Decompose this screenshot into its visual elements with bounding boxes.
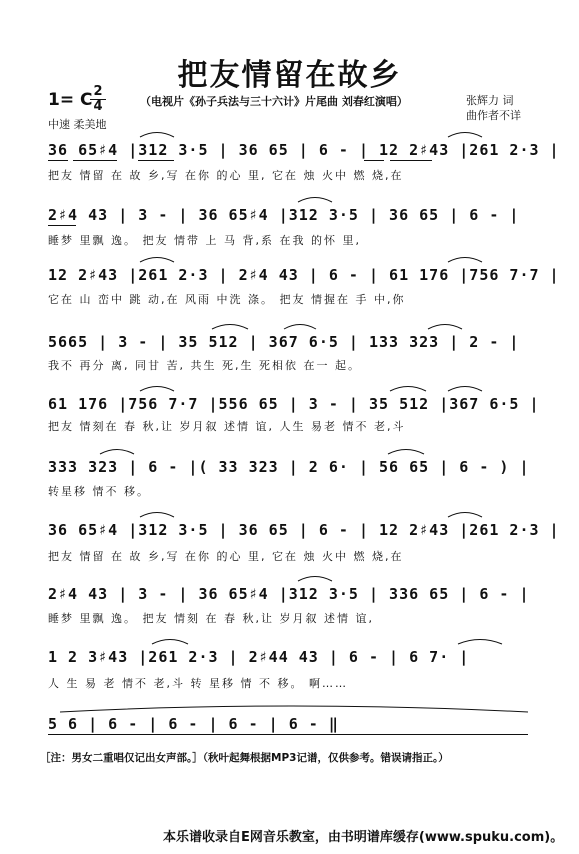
slur xyxy=(60,706,528,712)
slur xyxy=(140,258,174,263)
composer-credit: 曲作者不详 xyxy=(466,109,521,122)
slur xyxy=(140,387,174,392)
slur xyxy=(390,387,426,392)
notes-row: 61 176 |756 7·7 |556 65 | 3 - | 35 512 |367 6·5 | xyxy=(48,395,540,413)
lyrics-row: 把友 情刻在 春 秋,让 岁月叙 述情 谊, 人生 易老 情不 老,斗 xyxy=(48,420,406,433)
lyrics-row: 我不 再分 离, 同甘 苦, 共生 死,生 死相依 在一 起。 xyxy=(48,359,361,372)
slur xyxy=(284,325,316,330)
transcription-note: ［注：男女二重唱仅记出女声部。］（秋叶起舞根据MP3记谱，仅供参考。错误请指正。） xyxy=(40,752,449,764)
notes-row: 1 2 3♯43 |261 2·3 | 2♯44 43 | 6 - | 6 7· | xyxy=(48,648,470,666)
notes-row: 333 323 | 6 - |( 33 323 | 2 6· | 56 65 | 6 - ) | xyxy=(48,458,530,476)
slur xyxy=(388,450,424,455)
lyricist-credit: 张辉力 词 xyxy=(466,94,514,107)
lyrics-row: 把友 情留 在 故 乡,写 在你 的心 里, 它在 烛 火中 燃 烧,在 xyxy=(48,550,404,563)
lyrics-row: 睡梦 里飘 逸。 把友 情带 上 马 背,系 在我 的怀 里, xyxy=(48,234,361,247)
slur xyxy=(448,133,482,138)
slur xyxy=(448,258,482,263)
time-signature-bottom: 4 xyxy=(93,99,103,114)
slur xyxy=(140,513,174,518)
lyrics-row: 把友 情留 在 故 乡,写 在你 的心 里, 它在 烛 火中 燃 烧,在 xyxy=(48,169,404,182)
lyrics-row: 转星移 情不 移。 xyxy=(48,485,150,498)
slur xyxy=(458,640,502,645)
source-footer: 本乐谱收录自E网音乐教室，由书明谱库缓存(www.spuku.com)。 xyxy=(163,830,564,845)
notes-row: 2♯4 43 | 3 - | 36 65♯4 |312 3·5 | 336 65 | 6 - | xyxy=(48,585,530,603)
notes-row: 5 6 | 6 - | 6 - | 6 - | 6 - ‖ xyxy=(48,715,339,733)
slur xyxy=(140,133,174,138)
tempo-marking: 中速 柔美地 xyxy=(48,118,107,131)
lyrics-row: 它在 山 峦中 跳 动,在 风雨 中洗 涤。 把友 情握在 手 中,你 xyxy=(48,293,406,306)
notes-row: 2♯4 43 | 3 - | 36 65♯4 |312 3·5 | 36 65 | 6 - | xyxy=(48,206,520,224)
lyrics-row: 睡梦 里飘 逸。 把友 情刻 在 春 秋,让 岁月叙 述情 谊, xyxy=(48,612,374,625)
slur xyxy=(298,198,332,203)
slur xyxy=(212,325,248,330)
notes-row: 36 65♯4 |312 3·5 | 36 65 | 6 - | 12 2♯43 |261 2·3 | xyxy=(48,141,560,159)
time-signature-top: 2 xyxy=(93,84,103,99)
lyrics-row: 人 生 易 老 情不 老,斗 转 星移 情 不 移。 啊…… xyxy=(48,677,348,690)
slur xyxy=(100,450,134,455)
notes-row: 5665 | 3 - | 35 512 | 367 6·5 | 133 323 | 2 - | xyxy=(48,333,520,351)
song-subtitle: （电视片《孙子兵法与三十六计》片尾曲 刘春红演唱） xyxy=(140,95,408,108)
page-title: 把友情留在故乡 xyxy=(177,58,402,93)
key-signature: 1= C xyxy=(48,90,93,110)
notes-row: 36 65♯4 |312 3·5 | 36 65 | 6 - | 12 2♯43 |261 2·3 | xyxy=(48,521,560,539)
slur xyxy=(428,325,462,330)
slur xyxy=(448,387,482,392)
notes-row: 12 2♯43 |261 2·3 | 2♯4 43 | 6 - | 61 176 |756 7·7 | xyxy=(48,266,560,284)
slur xyxy=(448,513,482,518)
slur xyxy=(298,577,332,582)
slur xyxy=(152,640,188,645)
